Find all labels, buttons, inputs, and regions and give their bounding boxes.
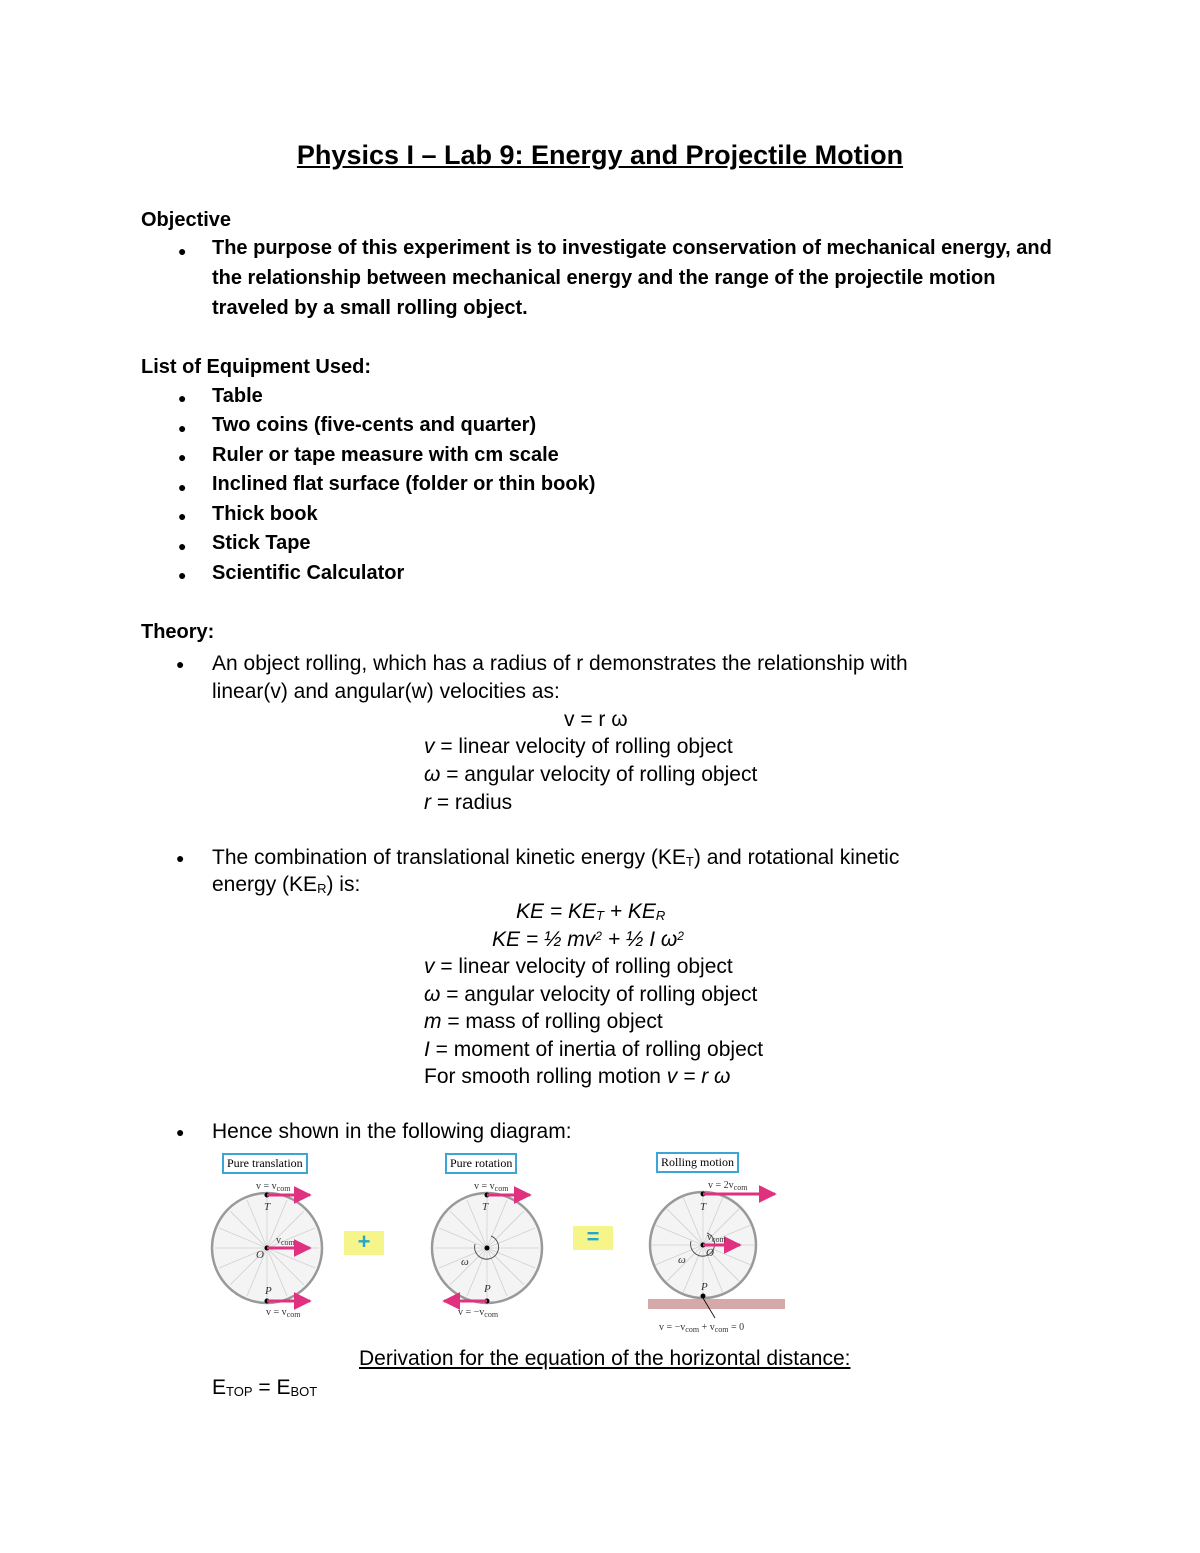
point-label-P: P bbox=[265, 1285, 272, 1297]
bullet-icon: ● bbox=[178, 420, 187, 436]
bullet-icon: ● bbox=[178, 567, 187, 583]
theory-b1-line1: An object rolling, which has a radius of r demonstrates the relationship with bbox=[212, 652, 908, 675]
definition-omega: ω = angular velocity of rolling object bbox=[424, 763, 758, 786]
omega-label: ω bbox=[461, 1256, 469, 1268]
wheel-drawings bbox=[210, 1148, 800, 1343]
point-label-P: P bbox=[484, 1283, 491, 1295]
vector-label: $v = -v_{com}$ bbox=[458, 1307, 499, 1319]
bullet-icon: ● bbox=[176, 850, 185, 866]
vector-label: $v_{com}$ bbox=[276, 1235, 295, 1247]
point-label-O: O bbox=[256, 1249, 264, 1261]
panel-label-rotation: Pure rotation bbox=[445, 1153, 517, 1174]
equipment-item: Thick book bbox=[212, 503, 318, 525]
definition-I: I = moment of inertia of rolling object bbox=[424, 1038, 764, 1061]
point-label-T: T bbox=[264, 1201, 271, 1213]
rolling-motion-diagram bbox=[210, 1148, 800, 1343]
vector-label: $v = v_{com}$ bbox=[266, 1307, 301, 1319]
vector-label: $v = v_{com}$ bbox=[474, 1181, 509, 1193]
equipment-item: Inclined flat surface (folder or thin book) bbox=[212, 473, 596, 495]
point-label-T: T bbox=[482, 1201, 489, 1213]
vector-label: $v = 2v_{com}$ bbox=[708, 1180, 748, 1192]
ground-surface bbox=[648, 1299, 785, 1309]
bullet-icon: ● bbox=[178, 538, 187, 554]
equipment-item: Stick Tape bbox=[212, 532, 311, 554]
bullet-icon: ● bbox=[178, 508, 187, 524]
objective-heading: Objective bbox=[141, 209, 232, 231]
panel-label-translation: Pure translation bbox=[222, 1153, 308, 1174]
theory-b3-line: Hence shown in the following diagram: bbox=[212, 1120, 572, 1143]
equation-v-rw: v = r ω bbox=[564, 708, 628, 731]
definition-v: v = linear velocity of rolling object bbox=[424, 735, 733, 758]
bullet-icon: ● bbox=[176, 1124, 185, 1140]
vector-label: $v_{com}$ bbox=[707, 1232, 726, 1244]
energy-equation: $E_{TOP} = E_{BOT}$ bbox=[212, 1376, 318, 1399]
equation-ke-sum: KE = $KE_T + KE_R$ bbox=[516, 900, 666, 923]
equipment-heading: List of Equipment Used: bbox=[141, 356, 371, 378]
bullet-icon: ● bbox=[178, 449, 187, 465]
bullet-icon: ● bbox=[176, 656, 185, 672]
panel-label-rolling: Rolling motion bbox=[656, 1152, 739, 1173]
omega-label: ω bbox=[678, 1254, 686, 1266]
equals-operator: = bbox=[573, 1226, 613, 1250]
objective-line-3: traveled by a small rolling object. bbox=[212, 297, 528, 319]
objective-line-1: The purpose of this experiment is to investigate conservation of mechanical energy, and bbox=[212, 237, 1052, 259]
objective-line-2: the relationship between mechanical energy and the range of the projectile motion bbox=[212, 267, 996, 289]
theory-b1-line2: linear(v) and angular(w) velocities as: bbox=[212, 680, 560, 703]
bullet-icon: ● bbox=[178, 479, 187, 495]
page-title: Physics I – Lab 9: Energy and Projectile Motion bbox=[296, 140, 904, 170]
point-label-P: P bbox=[701, 1281, 708, 1293]
theory-b2-line1: The combination of translational kinetic energy $(KE_T)$ and rotational kinetic bbox=[212, 846, 900, 869]
definition-r: r = radius bbox=[424, 791, 513, 814]
equipment-item: Scientific Calculator bbox=[212, 562, 405, 584]
equation-ke-expanded: KE = ½ $mv^2$ + ½ I $\omega^2$ bbox=[492, 928, 684, 951]
bullet-icon: ● bbox=[178, 243, 187, 259]
equipment-item: Two coins (five-cents and quarter) bbox=[212, 414, 537, 436]
definition-v: v = linear velocity of rolling object bbox=[424, 955, 733, 978]
vector-label: $v = -v_{com} + v_{com} = 0$ bbox=[659, 1322, 745, 1334]
smooth-rolling-condition: For smooth rolling motion v = r ω bbox=[424, 1065, 731, 1088]
equipment-item: Ruler or tape measure with cm scale bbox=[212, 444, 559, 466]
point-label-T: T bbox=[700, 1201, 707, 1213]
plus-operator: + bbox=[344, 1231, 384, 1255]
theory-heading: Theory: bbox=[141, 621, 215, 643]
definition-omega: ω = angular velocity of rolling object bbox=[424, 983, 758, 1006]
derivation-caption: Derivation for the equation of the horizontal distance: bbox=[359, 1347, 851, 1370]
equipment-item: Table bbox=[212, 385, 263, 407]
point-label-O: O bbox=[706, 1247, 714, 1259]
theory-b2-line2: energy $(KE_R)$ is: bbox=[212, 873, 361, 896]
definition-m: m = mass of rolling object bbox=[424, 1010, 663, 1033]
bullet-icon: ● bbox=[178, 390, 187, 406]
vector-label: $v = v_{com}$ bbox=[256, 1181, 291, 1193]
